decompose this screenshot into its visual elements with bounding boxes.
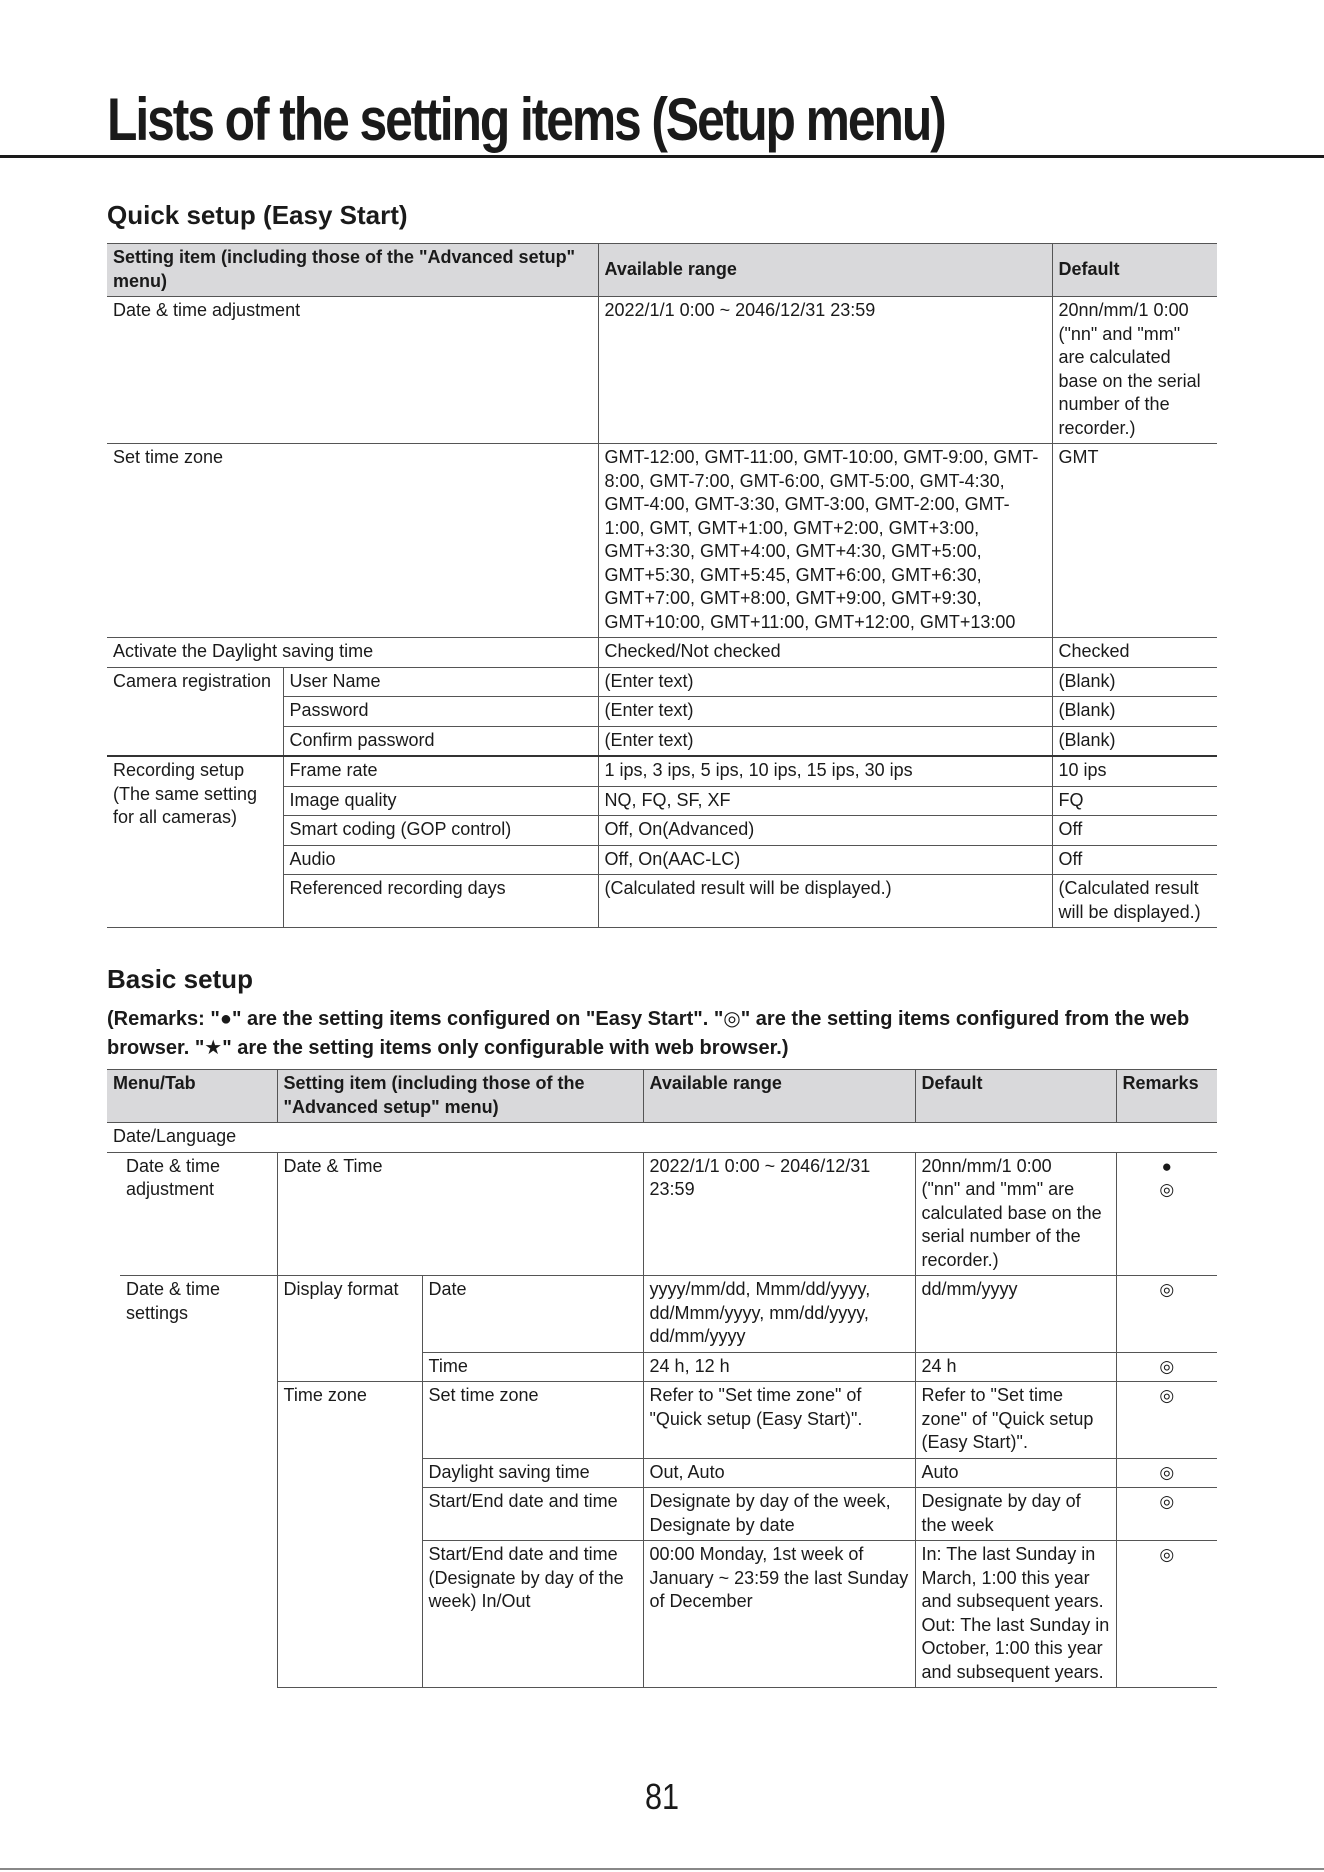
header-default: Default: [915, 1070, 1116, 1123]
cell-default: (Blank): [1052, 667, 1217, 697]
table-row: [107, 756, 1217, 786]
page-title: Lists of the setting items (Setup menu): [107, 86, 945, 153]
title-rule: [0, 155, 1324, 158]
header-menu-tab: Menu/Tab: [107, 1070, 277, 1123]
cell-remarks: ◎: [1116, 1276, 1217, 1353]
cell-range: GMT-12:00, GMT-11:00, GMT-10:00, GMT-9:00, GMT-8:00, GMT-7:00, GMT-6:00, GMT-5:00, GMT-4:30, GMT-4:00, GMT-3:30, GMT-3:00, GMT-2:00, GMT-1:00, GMT, GMT+1:00, GMT+2:00, GMT+3:00, GMT+3:30, GMT+4:00, GMT+4:30, GMT+5:00, GMT+5:30, GMT+5:45, GMT+6:00, GMT+6:30, GMT+7:00, GMT+8:00, GMT+9:00, GMT+9:30, GMT+10:00, GMT+11:00, GMT+12:00, GMT+13:00: [598, 444, 1052, 638]
cell-range: Off, On(AAC-LC): [598, 845, 1052, 875]
cell-item: Time: [422, 1352, 643, 1382]
cell-default: Refer to "Set time zone" of "Quick setup (Easy Start)".: [915, 1382, 1116, 1459]
cell-range: Checked/Not checked: [598, 638, 1052, 668]
header-remarks: Remarks: [1116, 1070, 1217, 1123]
cell-item: Start/End date and time: [422, 1488, 643, 1541]
cell-item: Set time zone: [107, 444, 598, 638]
cell-range: yyyy/mm/dd, Mmm/dd/yyyy, dd/Mmm/yyyy, mm/dd/yyyy, dd/mm/yyyy: [643, 1276, 915, 1353]
table-row: [107, 1276, 1217, 1353]
cell-item: Referenced recording days: [283, 875, 598, 928]
cell-group-recording: Recording setup (The same setting for all cameras): [107, 756, 283, 928]
table-row: [107, 297, 1217, 444]
cell-range: 1 ips, 3 ips, 5 ips, 10 ips, 15 ips, 30 ips: [598, 756, 1052, 786]
table-header-row: [107, 1070, 1217, 1123]
cell-range: 2022/1/1 0:00 ~ 2046/12/31 23:59: [643, 1152, 915, 1276]
cell-item: User Name: [283, 667, 598, 697]
cell-item: Activate the Daylight saving time: [107, 638, 598, 668]
page-number: 81: [644, 1776, 680, 1817]
cell-default: Off: [1052, 816, 1217, 846]
cell-default: 24 h: [915, 1352, 1116, 1382]
cell-default: (Blank): [1052, 697, 1217, 727]
basic-setup-table: [107, 1069, 1217, 1688]
cell-range: (Enter text): [598, 697, 1052, 727]
bottom-rule: [0, 1868, 1324, 1870]
table-row: [107, 638, 1217, 668]
indent-spacer: [107, 1276, 120, 1688]
cell-range: Out, Auto: [643, 1458, 915, 1488]
cell-remarks: ◎: [1116, 1382, 1217, 1459]
cell-range: 2022/1/1 0:00 ~ 2046/12/31 23:59: [598, 297, 1052, 444]
table-row: [107, 1152, 1217, 1276]
table-header-row: [107, 244, 1217, 297]
cell-range: 24 h, 12 h: [643, 1352, 915, 1382]
header-setting-item: Setting item (including those of the "Advanced setup" menu): [107, 244, 598, 297]
group-date-language: Date/Language: [107, 1123, 1217, 1153]
cell-item: Start/End date and time (Designate by day of the week) In/Out: [422, 1541, 643, 1688]
cell-item: Daylight saving time: [422, 1458, 643, 1488]
cell-range: Designate by day of the week, Designate by date: [643, 1488, 915, 1541]
cell-range: (Enter text): [598, 726, 1052, 756]
cell-item: Smart coding (GOP control): [283, 816, 598, 846]
cell-range: NQ, FQ, SF, XF: [598, 786, 1052, 816]
cell-default: GMT: [1052, 444, 1217, 638]
cell-subgroup: Time zone: [277, 1382, 422, 1688]
cell-item: Audio: [283, 845, 598, 875]
quick-setup-table: [107, 243, 1217, 928]
cell-item: Date & time adjustment: [107, 297, 598, 444]
remarks-note: (Remarks: "●" are the setting items configured on "Easy Start". "◎" are the setting items configured from the web browser. "★" are the setting items only configurable with web browser.): [107, 1008, 1190, 1059]
cell-default: 20nn/mm/1 0:00 ("nn" and "mm" are calculated base on the serial number of the recorder.): [915, 1152, 1116, 1276]
header-available-range: Available range: [643, 1070, 915, 1123]
cell-remarks: ● ◎: [1116, 1152, 1217, 1276]
cell-item: Password: [283, 697, 598, 727]
cell-item: Image quality: [283, 786, 598, 816]
cell-default: 10 ips: [1052, 756, 1217, 786]
cell-item: Confirm password: [283, 726, 598, 756]
quick-setup-heading: Quick setup (Easy Start): [107, 200, 408, 230]
cell-default: Off: [1052, 845, 1217, 875]
cell-remarks: ◎: [1116, 1488, 1217, 1541]
cell-item: Date & Time: [277, 1152, 643, 1276]
cell-remarks: ◎: [1116, 1458, 1217, 1488]
cell-default: Designate by day of the week: [915, 1488, 1116, 1541]
cell-range: (Calculated result will be displayed.): [598, 875, 1052, 928]
cell-item: Frame rate: [283, 756, 598, 786]
table-row: [107, 444, 1217, 638]
cell-range: (Enter text): [598, 667, 1052, 697]
cell-remarks: ◎: [1116, 1352, 1217, 1382]
cell-range: Off, On(Advanced): [598, 816, 1052, 846]
header-default: Default: [1052, 244, 1217, 297]
table-row: [107, 1123, 1217, 1153]
cell-subgroup: Display format: [277, 1276, 422, 1382]
cell-menu: Date & time settings: [120, 1276, 277, 1688]
table-row: [107, 667, 1217, 697]
cell-default: Checked: [1052, 638, 1217, 668]
cell-item: Date: [422, 1276, 643, 1353]
cell-range: 00:00 Monday, 1st week of January ~ 23:59 the last Sunday of December: [643, 1541, 915, 1688]
cell-remarks: ◎: [1116, 1541, 1217, 1688]
basic-setup-heading: Basic setup: [107, 964, 253, 994]
cell-menu: Date & time adjustment: [120, 1152, 277, 1276]
header-setting-item: Setting item (including those of the "Advanced setup" menu): [277, 1070, 643, 1123]
indent-spacer: [107, 1152, 120, 1276]
cell-default: (Calculated result will be displayed.): [1052, 875, 1217, 928]
cell-default: 20nn/mm/1 0:00 ("nn" and "mm" are calculated base on the serial number of the recorder.): [1052, 297, 1217, 444]
cell-default: (Blank): [1052, 726, 1217, 756]
cell-default: Auto: [915, 1458, 1116, 1488]
cell-default: FQ: [1052, 786, 1217, 816]
cell-default: dd/mm/yyyy: [915, 1276, 1116, 1353]
cell-range: Refer to "Set time zone" of "Quick setup (Easy Start)".: [643, 1382, 915, 1459]
cell-group-camera: Camera registration: [107, 667, 283, 756]
header-available-range: Available range: [598, 244, 1052, 297]
cell-default: In: The last Sunday in March, 1:00 this year and subsequent years. Out: The last Sunday in October, 1:00 this year and subsequent years.: [915, 1541, 1116, 1688]
cell-item: Set time zone: [422, 1382, 643, 1459]
